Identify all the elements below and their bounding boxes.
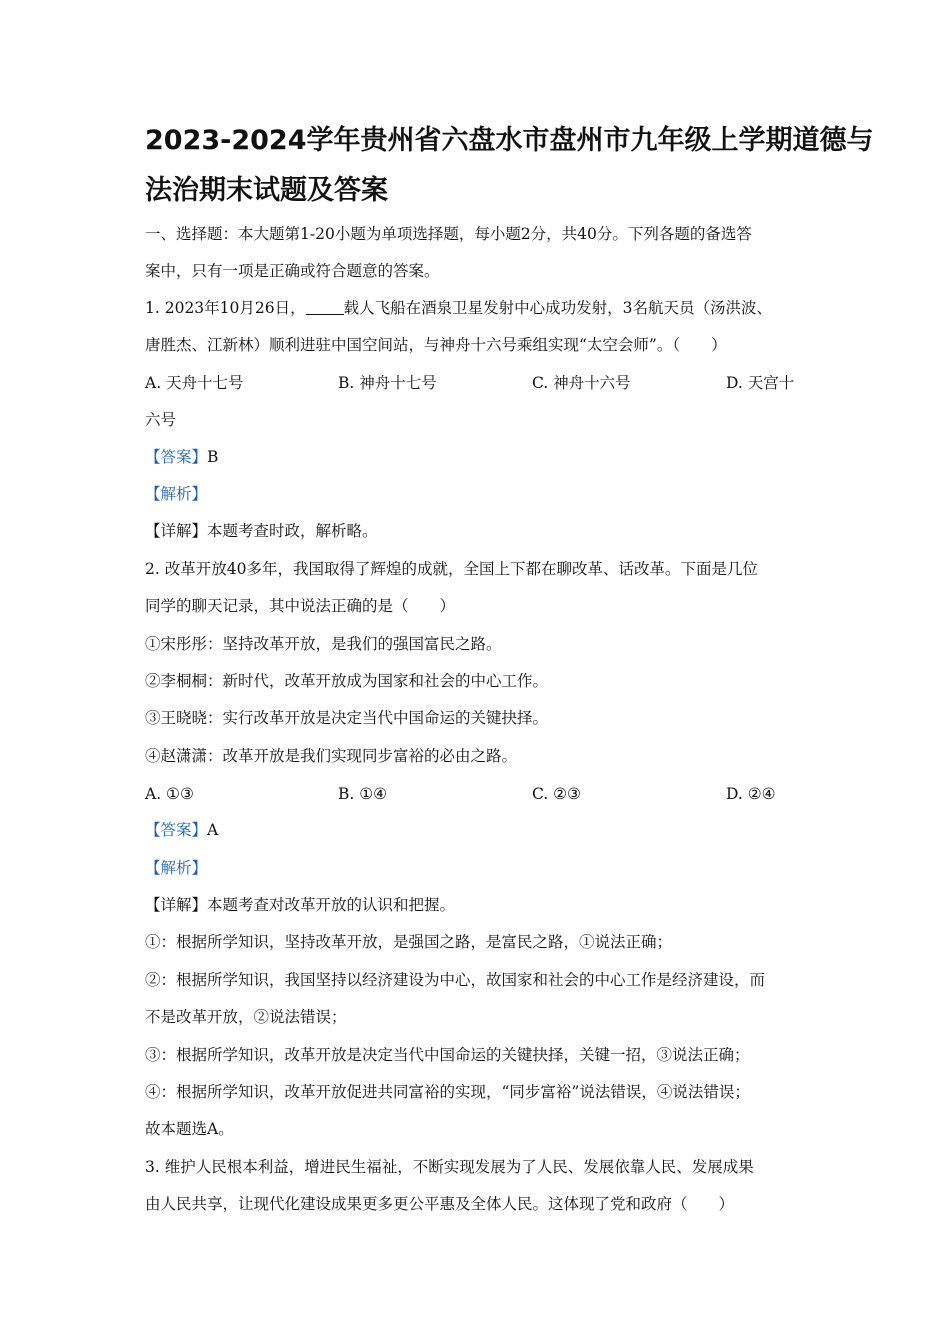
q2-detail-3: ③：根据所学知识，改革开放是决定当代中国命运的关键抉择，关键一招，③说法正确；: [145, 1046, 750, 1064]
q2-answer-label: 【答案】: [145, 821, 208, 839]
q1-stem-line2: 唐胜杰、江新林）顺利进驻中国空间站，与神舟十六号乘组实现“太空会师”。（ ）: [145, 336, 727, 354]
q2-statement-3: ③王晓晓：实行改革开放是决定当代中国命运的关键抉择。: [145, 709, 549, 727]
q2-detail-1: ①：根据所学知识，坚持改革开放，是强国之路，是富民之路，①说法正确；: [145, 933, 673, 951]
q2-option-d: D. ②④: [726, 785, 776, 803]
q1-option-a: A. 天舟十七号: [145, 374, 244, 392]
q1-detail-label: 【详解】: [145, 522, 208, 540]
q1-answer-label: 【答案】: [145, 448, 208, 466]
q1-answer: [145, 447, 815, 467]
q3-stem-line2: 由人民共享，让现代化建设成果更多更公平惠及全体人民。这体现了党和政府（ ）: [145, 1195, 735, 1213]
q2-statement-2: ②李桐桐：新时代，改革开放成为国家和社会的中心工作。: [145, 672, 549, 690]
q1-stem-line1: [145, 298, 815, 318]
q2-detail-2-line1: ②：根据所学知识，我国坚持以经济建设为中心，故国家和社会的中心工作是经济建设，而: [145, 971, 766, 989]
q3-stem-line1: 3. 维护人民根本利益，增进民生福祉，不断实现发展为了人民、发展依靠人民、发展成果: [145, 1158, 754, 1176]
q1-detail-text: 本题考查时政，解析略。: [207, 522, 378, 540]
q2-detail-label: 【详解】: [145, 896, 208, 914]
q2-conclusion: 故本题选A。: [145, 1120, 234, 1138]
q1-stem-before-blank: 1. 2023年10月26日，: [145, 299, 306, 317]
q1-option-c: C. 神舟十六号: [532, 374, 631, 392]
section-instructions-line2: 案中，只有一项是正确或符合题意的答案。: [145, 262, 440, 280]
q2-detail-text: 本题考查对改革开放的认识和把握。: [207, 896, 456, 914]
q2-detail: [145, 895, 815, 915]
q2-statement-4: ④赵潇潇：改革开放是我们实现同步富裕的必由之路。: [145, 747, 518, 765]
q1-option-b: B. 神舟十七号: [338, 374, 437, 392]
q2-option-c: C. ②③: [532, 785, 581, 803]
document-title-line1: 2023-2024学年贵州省六盘水市盘州市九年级上学期道德与: [145, 125, 874, 156]
q2-stem-line2: 同学的聊天记录，其中说法正确的是（ ）: [145, 597, 456, 615]
q2-detail-2-line2: 不是改革开放，②说法错误；: [145, 1008, 347, 1026]
q1-stem-after-blank: 载人飞船在酒泉卫星发射中心成功发射，3名航天员（汤洪波、: [343, 299, 772, 317]
q2-answer-value: A: [207, 821, 219, 839]
q2-option-a: A. ①③: [145, 785, 194, 803]
section-instructions-line1: 一、选择题：本大题第1-20小题为单项选择题，每小题2分，共40分。下列各题的备选答: [145, 225, 752, 243]
q2-analysis-label: 【解析】: [145, 859, 208, 877]
q2-stem-line1: 2. 改革开放40多年，我国取得了辉煌的成就，全国上下都在聊改革、话改革。下面是几位: [145, 560, 758, 578]
document-title-line2: 法治期末试题及答案: [145, 175, 388, 206]
q1-analysis-label: 【解析】: [145, 485, 208, 503]
q2-answer: [145, 820, 815, 840]
q1-option-d: D. 天宫十: [726, 374, 795, 392]
q1-blank: [306, 300, 344, 315]
q2-detail-4: ④：根据所学知识，改革开放促进共同富裕的实现，“同步富裕”说法错误，④说法错误；: [145, 1083, 750, 1101]
q1-answer-value: B: [207, 448, 219, 466]
q2-statement-1: ①宋彤彤：坚持改革开放，是我们的强国富民之路。: [145, 635, 502, 653]
q1-option-d-continued: 六号: [145, 411, 177, 429]
q1-detail: [145, 521, 815, 541]
q2-option-b: B. ①④: [338, 785, 388, 803]
